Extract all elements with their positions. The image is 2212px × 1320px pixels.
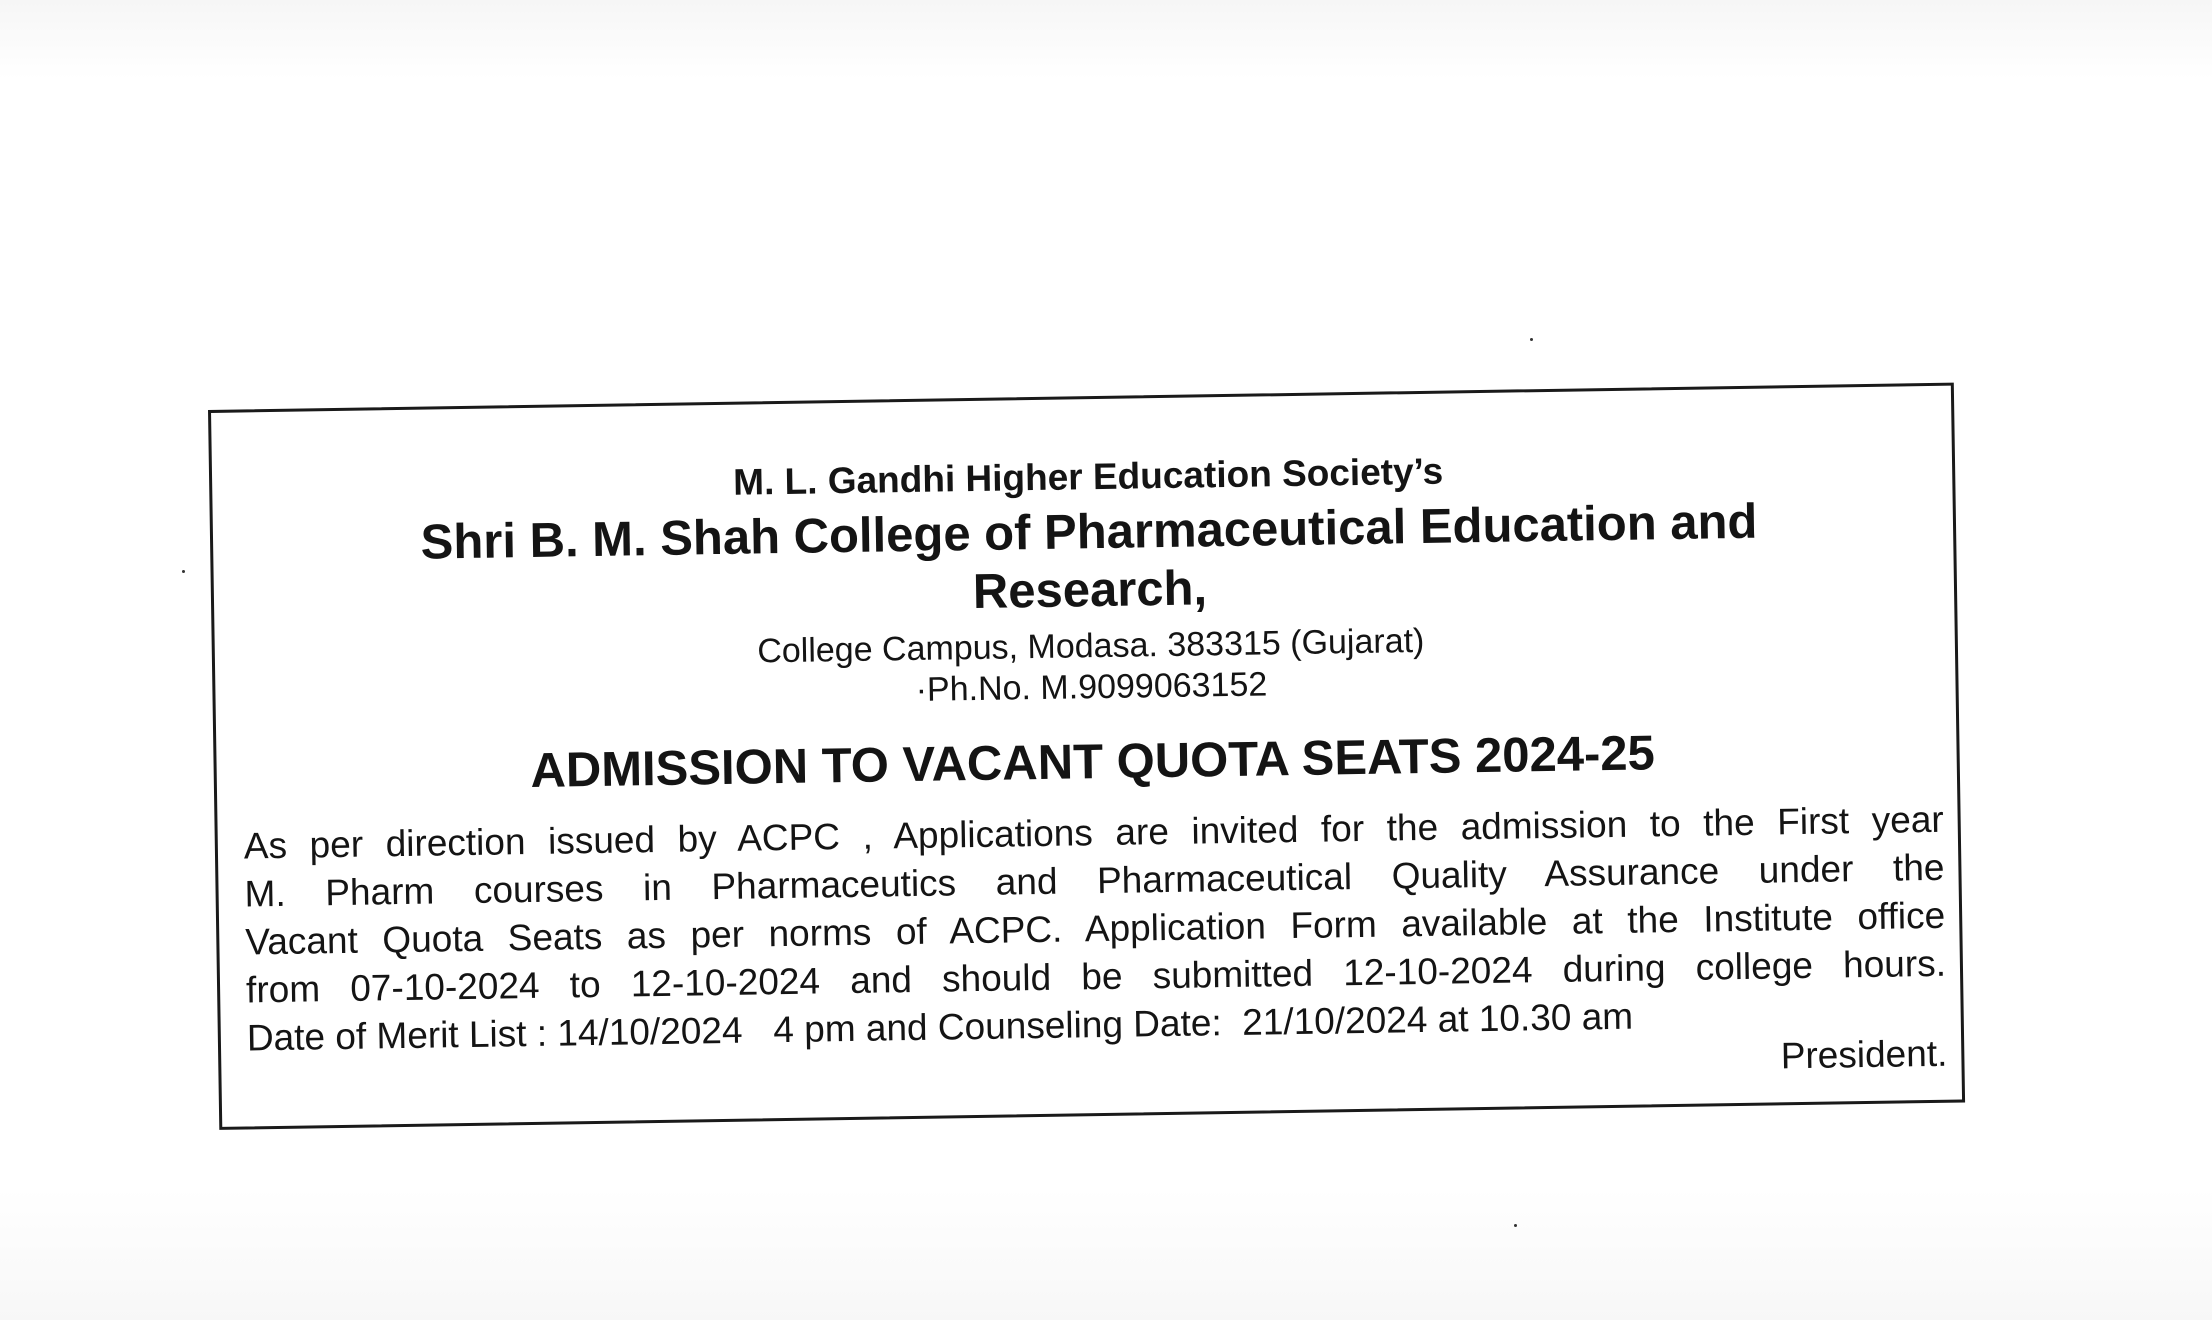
notice-body-line: M. Pharm courses in Pharmaceutics and Pharmaceutical Quality Assurance under the [244, 846, 1945, 915]
college-address: College Campus, Modasa. 383315 (Gujarat) [756, 621, 1425, 671]
notice-body-line: As per direction issued by ACPC , Applications are invited for the admission to the First year [243, 798, 1944, 867]
notice-body-line: Date of Merit List : 14/10/2024 4 pm and Counseling Date: 21/10/2024 at 10.30 am [246, 995, 1634, 1059]
notice-body-line: from 07-10-2024 to 12-10-2024 and should be submitted 12-10-2024 during college hours. [245, 942, 1947, 1011]
college-name-line-1: Shri B. M. Shah College of Pharmaceutical Education and [420, 494, 1758, 570]
notice-heading: ADMISSION TO VACANT QUOTA SEATS 2024-25 [530, 726, 1656, 798]
notice-content [238, 442, 1948, 1140]
admission-notice-box [208, 383, 1965, 1130]
notice-body-line: Vacant Quota Seats as per norms of ACPC. Application Form available at the Institute office [245, 894, 1946, 963]
college-phone: ·Ph.No. M.9099063152 [915, 665, 1268, 709]
college-name-line-2: Research, [972, 561, 1208, 620]
notice-body [243, 796, 1947, 1063]
paper-speck [1514, 1224, 1517, 1227]
paper-speck [182, 570, 185, 573]
paper-speck [1530, 338, 1533, 341]
signatory-title: President. [1780, 1032, 1948, 1077]
society-name: M. L. Gandhi Higher Education Society’s [732, 450, 1444, 503]
